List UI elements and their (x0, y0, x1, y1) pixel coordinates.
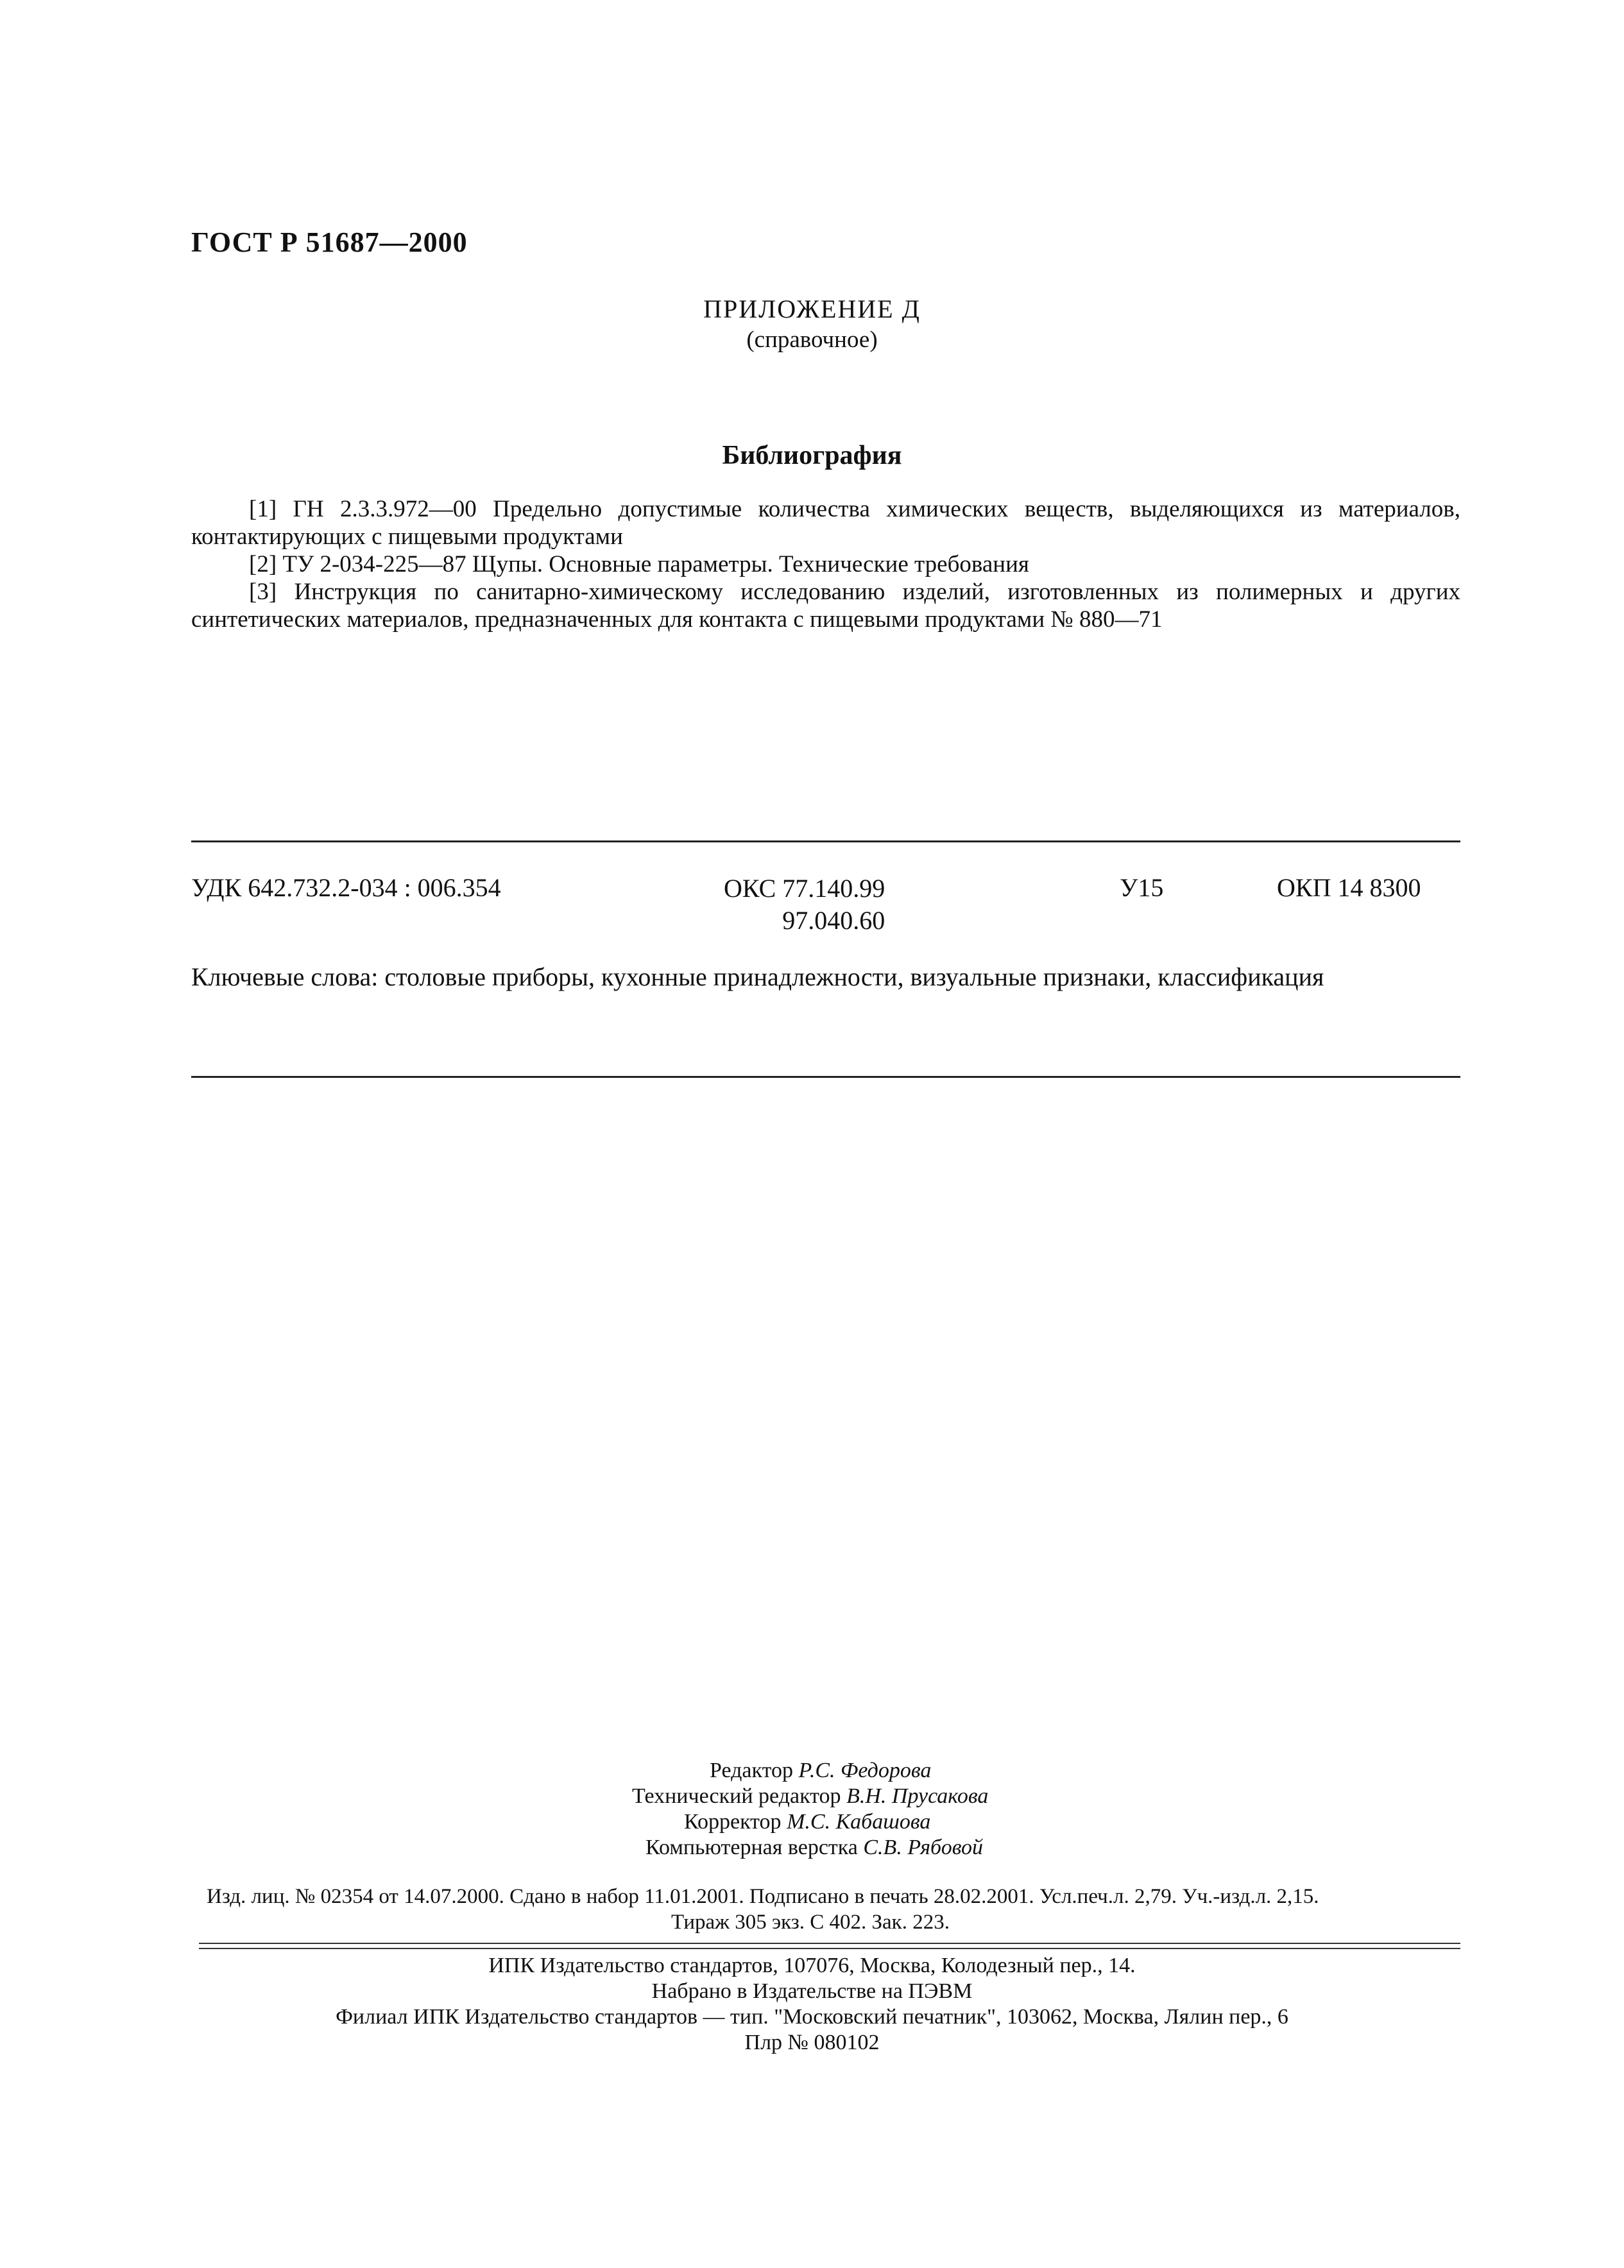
classification-code: У15 (1120, 873, 1164, 902)
credit-role: Корректор (684, 1810, 782, 1834)
bibliography-list (191, 495, 1460, 633)
oks-code-2: 97.040.60 (782, 906, 885, 935)
bibliography-item: [2] ТУ 2-034-225—87 Щупы. Основные параметры. Технические требования (249, 551, 1029, 577)
credit-role: Компьютерная верстка (645, 1836, 858, 1859)
appendix-title: ПРИЛОЖЕНИЕ Д (703, 294, 921, 323)
bibliography-item: [1] ГН 2.3.3.972—00 Предельно допустимые количества химических веществ, выделяющихся из материалов, контактирующих с пищевыми продуктами (191, 496, 1460, 550)
publisher-block (0, 1953, 1624, 2056)
print-info-line-2: Тираж 305 экз. С 402. Зак. 223. (671, 1911, 950, 1934)
credit-name: С.В. Рябовой (863, 1836, 984, 1859)
publisher-line: Филиал ИПК Издательство стандартов — тип. "Московский печатник", 103062, Москва, Лялин пер., 6 (336, 2005, 1288, 2029)
credit-tech-editor (632, 1784, 988, 1809)
udc-code: УДК 642.732.2-034 : 006.354 (191, 873, 501, 902)
appendix-subtitle: (справочное) (746, 327, 878, 353)
divider-top (191, 840, 1460, 842)
credit-name: М.С. Кабашова (787, 1810, 931, 1834)
credit-corrector (684, 1809, 930, 1835)
credit-role: Редактор (710, 1759, 793, 1782)
oks-code-1: ОКС 77.140.99 (724, 874, 885, 903)
keywords: Ключевые слова: столовые приборы, кухонные принадлежности, визуальные признаки, классификация (191, 962, 1324, 991)
bibliography-heading: Библиография (722, 441, 902, 470)
divider-imprint-1 (199, 1943, 1460, 1944)
credit-layout (645, 1835, 983, 1861)
divider-imprint-2 (199, 1948, 1460, 1949)
divider-bottom (191, 1076, 1460, 1078)
publisher-line: Плр № 080102 (744, 2031, 880, 2054)
publisher-line: Набрано в Издательстве на ПЭВМ (651, 1979, 973, 2003)
credit-name: В.Н. Прусакова (846, 1784, 989, 1808)
publisher-line: ИПК Издательство стандартов, 107076, Москва, Колодезный пер., 14. (488, 1954, 1136, 1977)
credit-role: Технический редактор (632, 1784, 841, 1808)
bibliography-item: [3] Инструкция по санитарно-химическому исследованию изделий, изготовленных из полимерных и других синтетических материалов, предназначенных для контакта с пищевыми продуктами № 880—71 (191, 579, 1460, 633)
oks-codes (724, 873, 885, 937)
okp-code: ОКП 14 8300 (1277, 873, 1421, 902)
document-code: ГОСТ Р 51687—2000 (191, 226, 468, 258)
print-info-line-1: Изд. лиц. № 02354 от 14.07.2000. Сдано в набор 11.01.2001. Подписано в печать 28.02.2001. Усл.печ.л. 2,79. Уч.-изд.л. 2,15. (207, 1885, 1319, 1908)
credit-editor (710, 1758, 931, 1784)
credit-name: Р.С. Федорова (798, 1759, 932, 1782)
